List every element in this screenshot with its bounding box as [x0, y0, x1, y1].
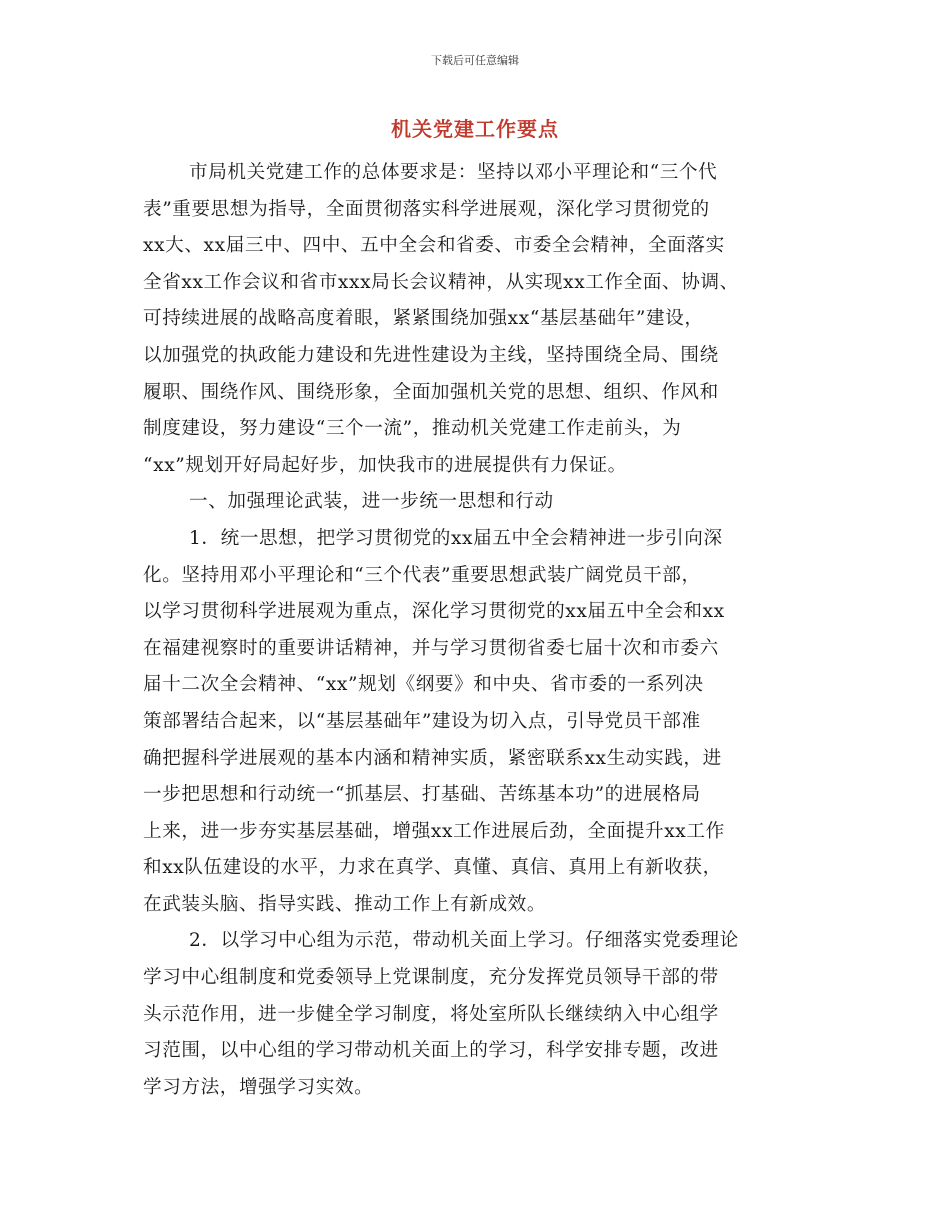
text-line: 头示范作用，进一步健全学习制度，将处室所队长继续纳入中心组学: [143, 1003, 719, 1025]
text-line: 履职、围绕作风、围绕形象，全面加强机关党的思想、组织、作风和: [143, 381, 719, 403]
text-line: 可持续进展的战略高度着眼，紧紧围绕加强xx“基层基础年”建设，: [143, 308, 704, 330]
text-line: 上来，进一步夯实基层基础，增强xx工作进展后劲，全面提升xx工作: [143, 820, 725, 842]
text-line: 市局机关党建工作的总体要求是：坚持以邓小平理论和“三个代: [189, 162, 718, 183]
text-line: 1．统一思想，把学习贯彻党的xx届五中全会精神进一步引向深: [189, 527, 723, 549]
paragraph-item-2: [143, 923, 833, 1106]
text-line: 届十二次全会精神、“xx”规划《纲要》和中央、省市委的一系列决: [143, 674, 704, 696]
text-line: 化。坚持用邓小平理论和“三个代表”重要思想武装广阔党员干部，: [143, 564, 701, 586]
text-line: 学习方法，增强学习实效。: [143, 1076, 374, 1098]
text-line: 和xx队伍建设的水平，力求在真学、真懂、真信、真用上有新收获，: [143, 857, 722, 879]
text-line: “xx”规划开好局起好步，加快我市的进展提供有力保证。: [143, 454, 627, 476]
text-line: 以加强党的执政能力建设和先进性建设为主线，坚持围绕全局、围绕: [143, 344, 719, 366]
text-line: 策部署结合起来，以“基层基础年”建设为切入点，引导党员干部准: [143, 710, 701, 732]
text-line: xx大、xx届三中、四中、五中全会和省委、市委全会精神，全面落实: [143, 235, 725, 257]
section-heading-text: 一、加强理论武装，进一步统一思想和行动: [189, 491, 554, 513]
text-line: 在武装头脑、指导实践、推动工作上有新成效。: [143, 893, 547, 915]
text-line: 习范围，以中心组的学习带动机关面上的学习，科学安排专题，改进: [143, 1040, 719, 1062]
text-line: 一步把思想和行动统一“抓基层、打基础、苦练基本功”的进展格局: [143, 784, 701, 806]
text-line: 2．以学习中心组为示范，带动机关面上学习。仔细落实党委理论: [189, 930, 739, 952]
text-line: 学习中心组制度和党委领导上党课制度，充分发挥党员领导干部的带: [143, 967, 719, 989]
text-line: 全省xx工作会议和省市xxx局长会议精神，从实现xx工作全面、协调、: [143, 271, 739, 293]
text-line: 表”重要思想为指导，全面贯彻落实科学进展观，深化学习贯彻党的: [143, 198, 710, 220]
text-line: 制度建设，努力建设“三个一流”，推动机关党建工作走前头，为: [143, 418, 682, 440]
text-line: 以学习贯彻科学进展观为重点，深化学习贯彻党的xx届五中全会和xx: [143, 601, 725, 623]
section-heading: [143, 484, 833, 521]
document-title: 机关党建工作要点: [391, 117, 559, 141]
document-body: [143, 155, 833, 1106]
text-line: 确把握科学进展观的基本内涵和精神实质，紧密联系xx生动实践，进: [143, 747, 722, 769]
paragraph-item-1: [143, 521, 833, 924]
page-header-note: 下载后可任意编辑: [431, 54, 519, 67]
paragraph-intro: [143, 155, 833, 484]
text-line: 在福建视察时的重要讲话精神，并与学习贯彻省委七届十次和市委六: [143, 637, 719, 659]
